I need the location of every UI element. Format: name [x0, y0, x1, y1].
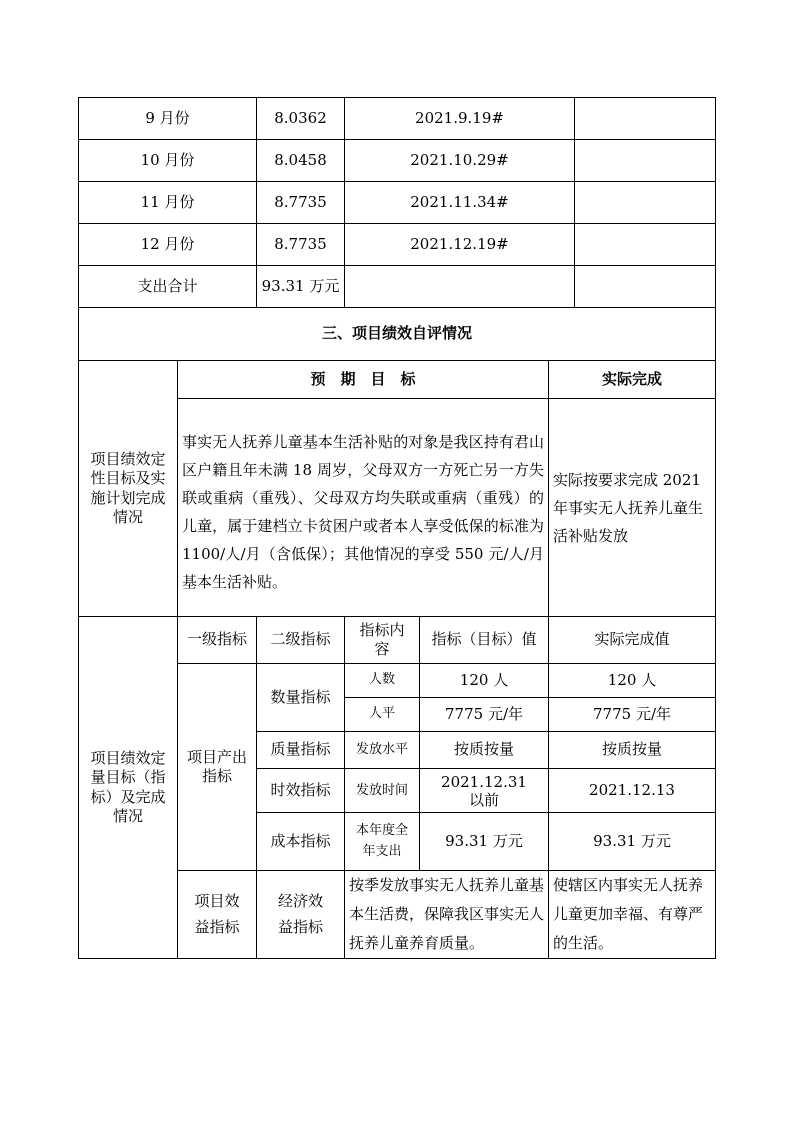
timeliness-target: 2021.12.31 以前: [441, 772, 527, 809]
expected-goal-header: 预 期 目 标: [310, 369, 416, 388]
month-cell: 10 月份: [140, 150, 195, 169]
cost-content: 本年度全年支出: [355, 822, 408, 859]
note-cell: [575, 98, 715, 139]
note-cell: [575, 140, 715, 181]
month-cell: 11 月份: [140, 192, 195, 211]
timeliness-indicator-label: 时效指标: [270, 780, 331, 799]
amount-cell: 8.7735: [274, 192, 327, 211]
cost-actual: 93.31 万元: [593, 831, 671, 850]
col-divider: [548, 360, 549, 616]
voucher-cell: 2021.12.19#: [410, 234, 509, 253]
header-content: 指标内容: [359, 620, 405, 658]
table-border-bottom: [78, 958, 716, 959]
expected-goal-text: 事实无人抚养儿童基本生活补贴的对象是我区持有君山区户籍且年未满 18 周岁，父母双方一方死亡另一方失联或重病（重残）、父母双方均失联或重病（重残）的儿童，属于建档立卡贫困户或者本人享受低保的标准为 1100/人/月（含低保）；其他情况的享受 550 元/人/月基本生活补贴。: [182, 433, 544, 591]
total-label: 支出合计: [137, 276, 198, 295]
economic-benefit-label: 经济效益指标: [277, 892, 323, 936]
voucher-cell: 2021.10.29#: [410, 150, 509, 169]
quality-actual: 按质按量: [601, 740, 662, 759]
note-cell: [575, 224, 715, 265]
amount-cell: 8.0362: [274, 108, 327, 127]
cost-indicator-label: 成本指标: [270, 831, 331, 850]
voucher-cell: 2021.11.34#: [410, 192, 509, 211]
qualitative-row-label: 项目绩效定性目标及实施计划完成情况: [90, 449, 166, 526]
timeliness-content: 发放时间: [355, 782, 408, 798]
quality-indicator-label: 质量指标: [270, 740, 331, 759]
actual-completion-text: 实际按要求完成 2021 年事实无人抚养儿童生活补贴发放: [553, 470, 704, 545]
benefit-actual: 使辖区内事实无人抚养儿童更加幸福、有尊严的生活。: [553, 876, 704, 952]
table-border-right: [715, 97, 716, 959]
total-value: 93.31 万元: [261, 276, 340, 295]
quantity-actual: 120 人: [607, 670, 657, 689]
quantity-target: 7775 元/年: [445, 704, 523, 723]
amount-cell: 8.7735: [274, 234, 327, 253]
benefit-target: 按季发放事实无人抚养儿童基本生活费，保障我区事实无人抚养儿童养育质量。: [349, 876, 545, 952]
benefit-indicator-label: 项目效益指标: [194, 892, 240, 936]
header-target: 指标（目标）值: [431, 630, 537, 649]
output-indicator-label: 项目产出指标: [186, 747, 247, 785]
note-cell: [575, 182, 715, 223]
quantity-content: 人平: [368, 706, 395, 722]
quantity-indicator-label: 数量指标: [270, 687, 331, 706]
month-cell: 9 月份: [145, 108, 190, 127]
quantity-content: 人数: [368, 672, 395, 688]
section-title: 三、项目绩效自评情况: [321, 324, 472, 343]
timeliness-actual: 2021.12.13: [589, 780, 675, 799]
header-actual: 实际完成值: [594, 630, 670, 649]
quantity-actual: 7775 元/年: [593, 704, 671, 723]
quality-content: 发放水平: [355, 741, 408, 757]
cost-target: 93.31 万元: [445, 831, 523, 850]
voucher-cell: 2021.9.19#: [415, 108, 504, 127]
header-level2: 二级指标: [270, 630, 331, 649]
quantitative-row-label: 项目绩效定量目标（指标）及完成情况: [90, 748, 166, 825]
actual-completion-header: 实际完成: [601, 369, 662, 388]
quantity-target: 120 人: [459, 670, 509, 689]
quality-target: 按质按量: [453, 740, 514, 759]
header-level1: 一级指标: [186, 630, 247, 649]
amount-cell: 8.0458: [274, 150, 327, 169]
month-cell: 12 月份: [140, 234, 195, 253]
